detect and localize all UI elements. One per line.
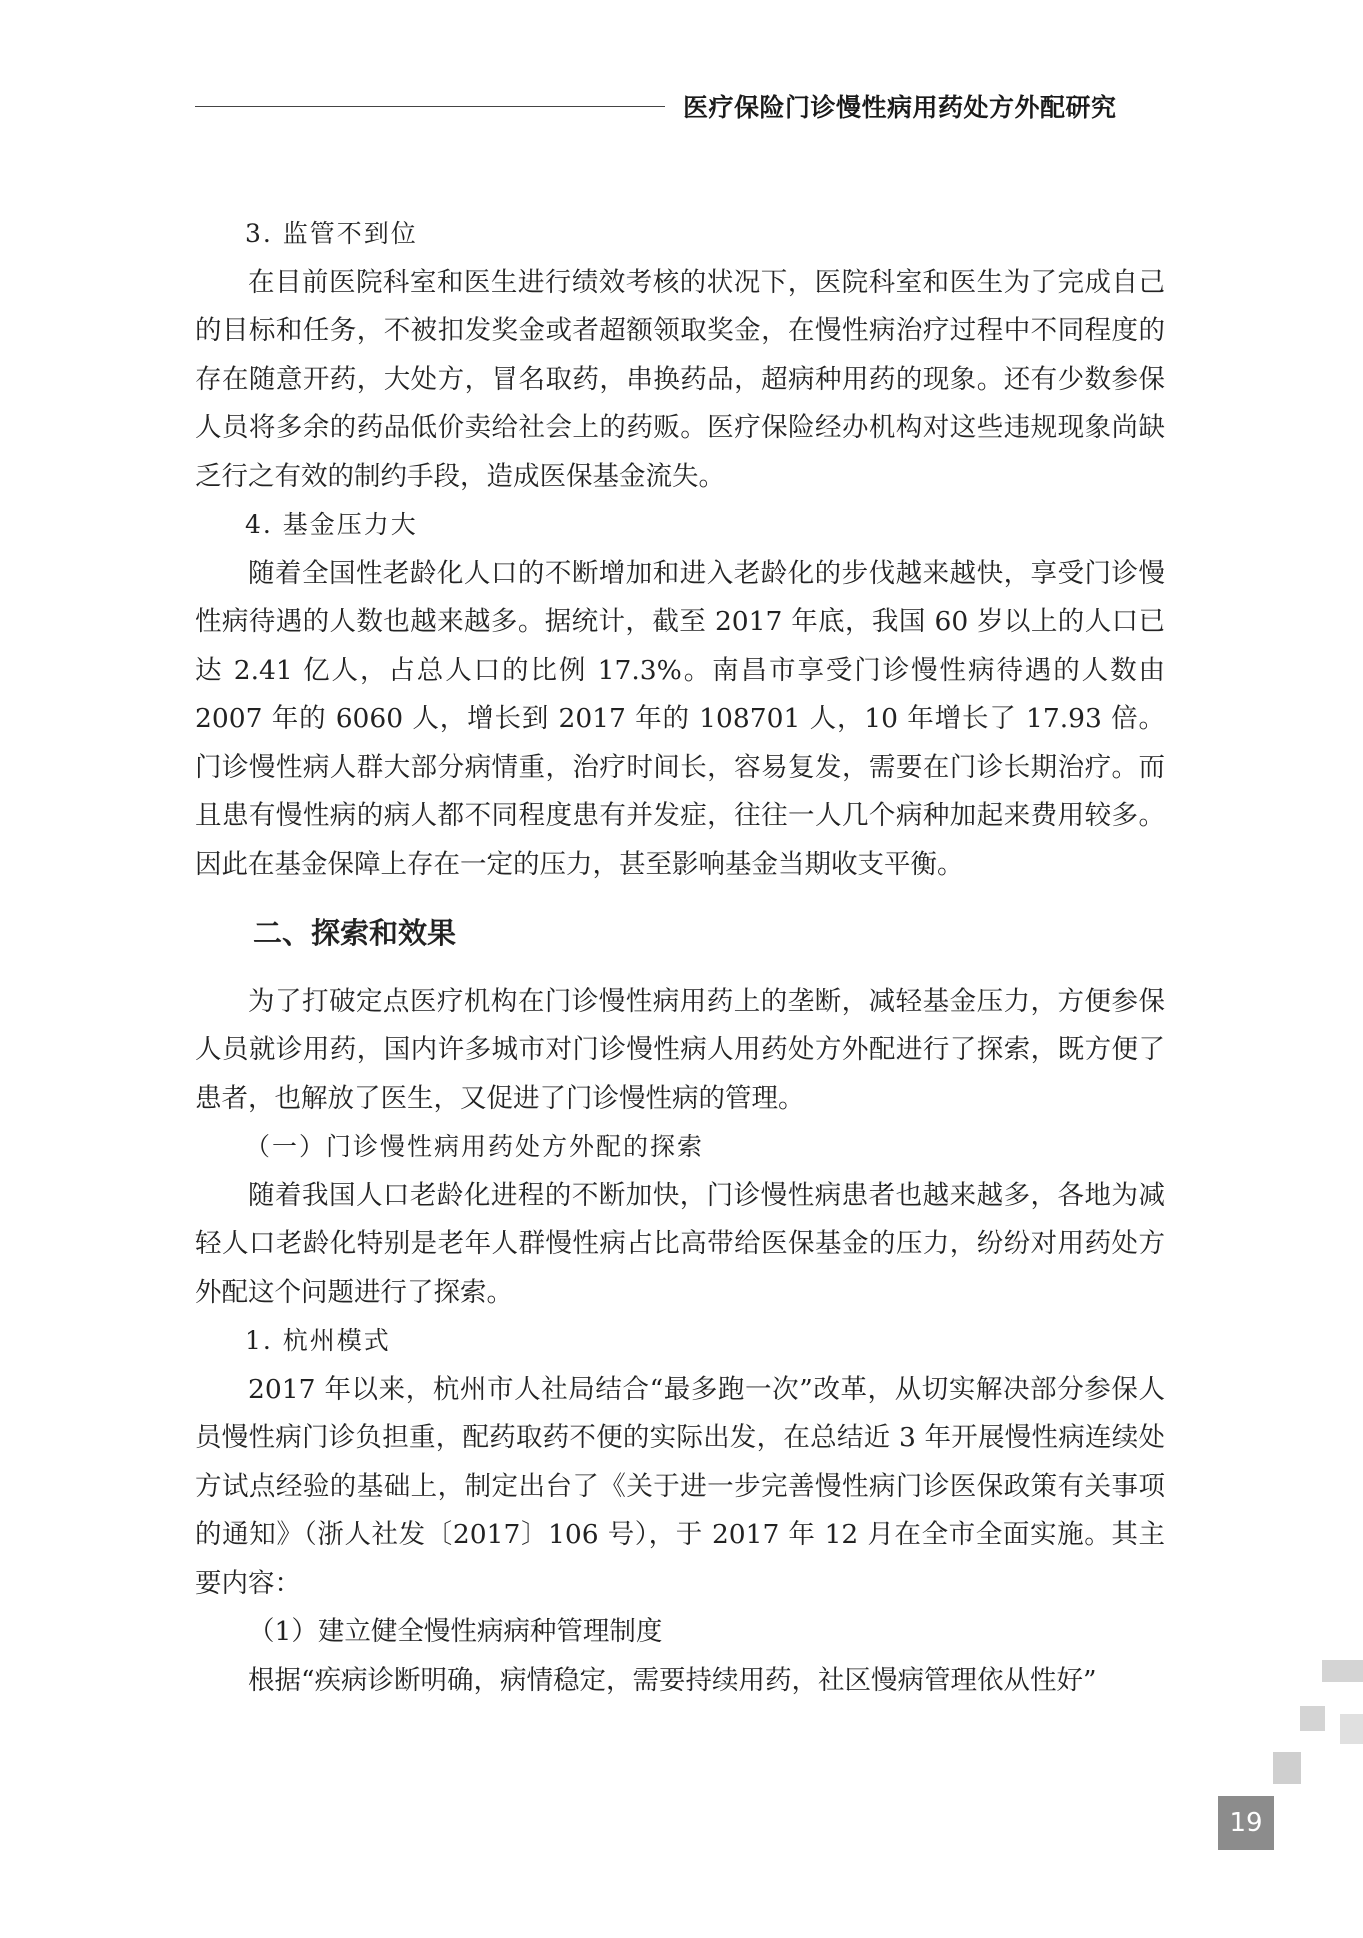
subheading-hangzhou-model: 1. 杭州模式: [245, 1326, 391, 1355]
paragraph: 在目前医院科室和医生进行绩效考核的状况下，医院科室和医生为了完成自己的目标和任务，不被扣发奖金或者超额领取奖金，在慢性病治疗过程中不同程度的存在随意开药，大处方，冒名取药，串换药品，超病种用药的现象。还有少数参保人员将多余的药品低价卖给社会上的药贩。医疗保险经办机构对这些违规现象尚缺乏行之有效的制约手段，造成医保基金流失。: [195, 266, 1165, 492]
running-header-title: 医疗保险门诊慢性病用药处方外配研究: [683, 93, 1117, 122]
paragraph: 随着我国人口老龄化进程的不断加快，门诊慢性病患者也越来越多，各地为减轻人口老龄化特别是老年人群慢性病占比高带给医保基金的压力，纷纷对用药处方外配这个问题进行了探索。: [195, 1179, 1165, 1308]
decorative-square: [1300, 1706, 1325, 1731]
paragraph: 2017 年以来，杭州市人社局结合“最多跑一次”改革，从切实解决部分参保人员慢性病门诊负担重，配药取药不便的实际出发，在总结近 3 年开展慢性病连续处方试点经验的基础上，制定出台了《关于进一步完善慢性病门诊医保政策有关事项的通知》（浙人社发〔2017〕106 号），于 2017 年 12 月在全市全面实施。其主要内容：: [195, 1373, 1165, 1599]
subheading-fund-pressure: 4. 基金压力大: [245, 510, 418, 539]
subheading-supervision: 3. 监管不到位: [245, 219, 418, 248]
paragraph: 根据“疾病诊断明确，病情稳定，需要持续用药，社区慢病管理依从性好”: [248, 1664, 1097, 1696]
subheading-exploration: （一）门诊慢性病用药处方外配的探索: [245, 1132, 705, 1161]
header-rule: [195, 106, 665, 107]
page-body: [195, 210, 1165, 1705]
section-heading: 二、探索和效果: [253, 916, 457, 950]
decorative-square: [1273, 1752, 1301, 1784]
decorative-square: [1322, 1660, 1363, 1682]
list-heading: （1）建立健全慢性病病种管理制度: [248, 1616, 663, 1647]
page-number: 19: [1218, 1796, 1274, 1850]
paragraph: 为了打破定点医疗机构在门诊慢性病用药上的垄断，减轻基金压力，方便参保人员就诊用药，国内许多城市对门诊慢性病人用药处方外配进行了探索，既方便了患者，也解放了医生，又促进了门诊慢性病的管理。: [195, 985, 1165, 1114]
paragraph: 随着全国性老龄化人口的不断增加和进入老龄化的步伐越来越快，享受门诊慢性病待遇的人数也越来越多。据统计，截至 2017 年底，我国 60 岁以上的人口已达 2.41 亿人，占总人口的比例 17.3%。南昌市享受门诊慢性病待遇的人数由 2007 年的 6060 人，增长到 2017 年的 108701 人，10 年增长了 17.93 倍。门诊慢性病人群大部分病情重，治疗时间长，容易复发，需要在门诊长期治疗。而且患有慢性病的病人都不同程度患有并发症，往往一人几个病种加起来费用较多。因此在基金保障上存在一定的压力，甚至影响基金当期收支平衡。: [195, 557, 1165, 880]
decorative-square: [1340, 1714, 1363, 1744]
